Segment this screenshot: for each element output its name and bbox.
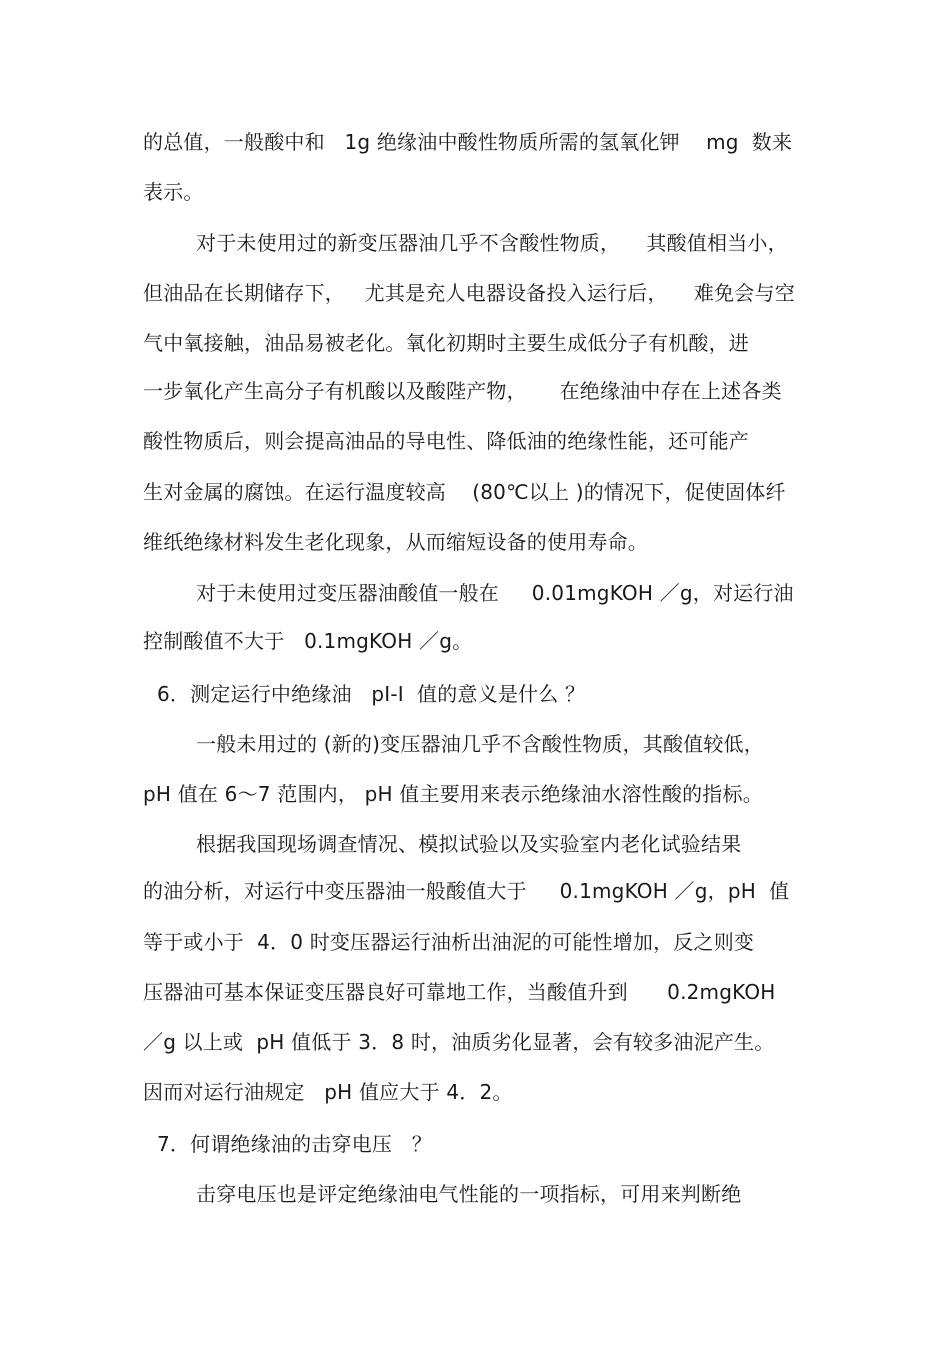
paragraph-line: 击穿电压也是评定绝缘油电气性能的一项指标，可用来判断绝 [196, 1182, 742, 1206]
paragraph-line: 气中氧接触，油品易被老化。氧化初期时主要生成低分子有机酸，进 [143, 331, 749, 355]
paragraph-line: 因而对运行油规定 pH 值应大于 4．2。 [143, 1080, 513, 1104]
paragraph-line: pH 值在 6～7 范围内， pH 值主要用来表示绝缘油水溶性酸的指标。 [143, 782, 763, 806]
paragraph-line: 一步氧化产生高分子有机酸以及酸陛产物， 在绝缘油中存在上述各类 [143, 379, 782, 403]
paragraph-line: 酸性物质后，则会提高油品的导电性、降低油的绝缘性能，还可能产 [143, 429, 749, 453]
paragraph-line: 控制酸值不大于 0.1mgKOH ／g。 [143, 629, 473, 653]
paragraph-line: 对于未使用过变压器油酸值一般在 0.01mgKOH ／g，对运行油 [196, 581, 794, 605]
paragraph-line: 的总值，一般酸中和 1g 绝缘油中酸性物质所需的氢氧化钾 mg 数来 [143, 130, 793, 154]
paragraph-line: ／g 以上或 pH 值低于 3．8 时，油质劣化显著，会有较多油泥产生。 [143, 1030, 775, 1054]
paragraph-line: 一般未用过的 (新的)变压器油几乎不含酸性物质，其酸值较低， [196, 732, 764, 756]
paragraph-line: 等于或小于 4．0 时变压器运行油析出油泥的可能性增加，反之则变 [143, 930, 755, 954]
paragraph-line: 对于未使用过的新变压器油几乎不含酸性物质， 其酸值相当小， [196, 231, 788, 255]
question-heading: 6．测定运行中绝缘油 pI-I 值的意义是什么 ？ [157, 682, 586, 706]
paragraph-line: 的油分析，对运行中变压器油一般酸值大于 0.1mgKOH ／g，pH 值 [143, 879, 790, 903]
paragraph-line: 压器油可基本保证变压器良好可靠地工作，当酸值升到 0.2mgKOH [143, 980, 776, 1004]
paragraph-line: 但油品在长期储存下， 尤其是充人电器设备投入运行后， 难免会与空 [143, 281, 795, 305]
paragraph-line: 表示。 [143, 180, 204, 204]
paragraph-line: 维纸绝缘材料发生老化现象，从而缩短设备的使用寿命。 [143, 530, 648, 554]
paragraph-line: 生对金属的腐蚀。在运行温度较高 (80℃以上 )的情况下，促使固体纤 [143, 480, 786, 504]
paragraph-line: 根据我国现场调查情况、模拟试验以及实验室内老化试验结果 [196, 832, 742, 856]
question-heading: 7．何谓绝缘油的击穿电压 ？ [157, 1132, 432, 1156]
